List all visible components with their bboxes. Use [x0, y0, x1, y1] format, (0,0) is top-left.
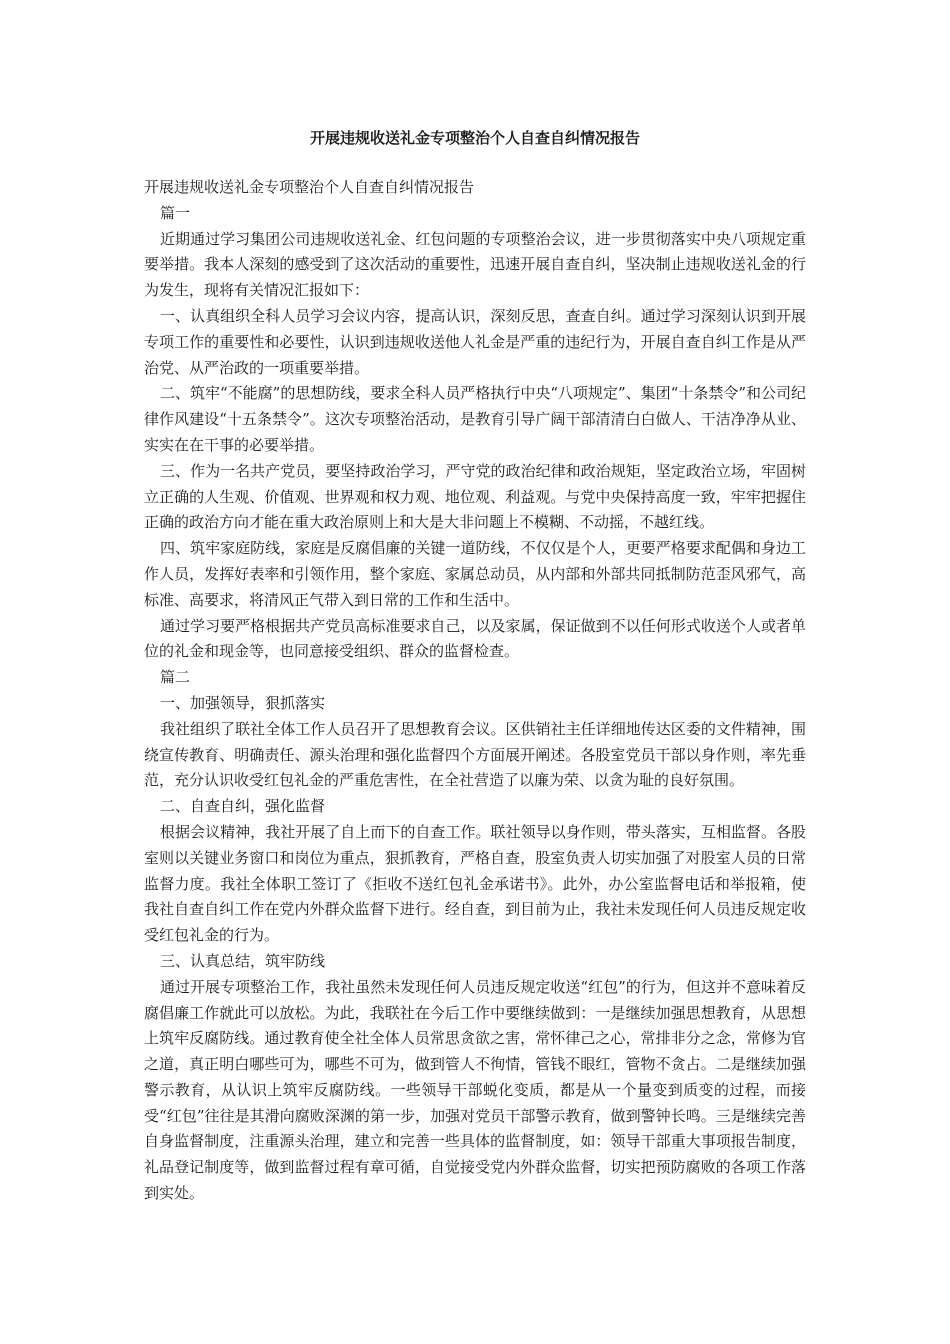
part-two-label: 篇二 [160, 668, 191, 687]
document-body [144, 175, 806, 1207]
part-one-closing: 通过学习要严格根据共产党员高标准要求自己，以及家属，保证做到不以任何形式收送个人或者单位的礼金和现金等，也同意接受组织、群众的监督检查。 [144, 616, 806, 661]
section-paragraph: 通过开展专项整治工作，我社虽然未发现任何人员违反规定收送“红包”的行为，但这并不意味着反腐倡廉工作就此可以放松。为此，我联社在今后工作中要继续做到：一是继续加强思想教育，从思想上筑牢反腐防线。通过教育使全社全体人员常思贪欲之害，常怀律己之心，常排非分之念，常修为官之道，真正明白哪些可为，哪些不可为，做到管人不徇情，管钱不眼红，管物不贪占。二是继续加强警示教育，从认识上筑牢反腐防线。一些领导干部蜕化变质，都是从一个量变到质变的过程，而接受“红包”往往是其滑向腐败深渊的第一步，加强对党员干部警示教育，做到警钟长鸣。三是继续完善自身监督制度，注重源头治理，建立和完善一些具体的监督制度，如：领导干部重大事项报告制度，礼品登记制度等，做到监督过程有章可循，自觉接受党内外群众监督，切实把预防腐败的各项工作落到实处。 [144, 977, 806, 1203]
part-one-item-1: 一、认真组织全科人员学习会议内容，提高认识，深刻反思，查查自纠。通过学习深刻认识到开展专项工作的重要性和必要性，认识到违规收送他人礼金是严重的违纪行为，开展自查自纠工作是从严治党、从严治政的一项重要举措。 [144, 306, 806, 377]
section-heading: 三、认真总结，筑牢防线 [160, 951, 326, 970]
part-one-item-3: 三、作为一名共产党员，要坚持政治学习，严守党的政治纪律和政治规矩，坚定政治立场，牢固树立正确的人生观、价值观、世界观和权力观、地位观、利益观。与党中央保持高度一致，牢牢把握住正确的政治方向才能在重大政治原则上和大是大非问题上不模糊、不动摇，不越红线。 [144, 461, 806, 532]
section-paragraph: 根据会议精神，我社开展了自上而下的自查工作。联社领导以身作则，带头落实，互相监督。各股室则以关键业务窗口和岗位为重点，狠抓教育，严格自查，股室负责人切实加强了对股室人员的日常监督力度。我社全体职工签订了《拒收不送红包礼金承诺书》。此外，办公室监督电话和举报箱，使我社自查自纠工作在党内外群众监督下进行。经自查，到目前为止，我社未发现任何人员违反规定收受红包礼金的行为。 [144, 822, 806, 945]
section-heading: 二、自查自纠，强化监督 [160, 797, 326, 816]
section-paragraph: 我社组织了联社全体工作人员召开了思想教育会议。区供销社主任详细地传达区委的文件精神，围绕宣传教育、明确责任、源头治理和强化监督四个方面展开阐述。各股室党员干部以身作则，率先垂范，充分认识收受红包礼金的严重危害性，在全社营造了以廉为荣、以贪为耻的良好氛围。 [144, 719, 806, 790]
part-one-item-2: 二、筑牢“不能腐”的思想防线，要求全科人员严格执行中央“八项规定”、集团“十条禁令”和公司纪律作风建设“十五条禁令”。这次专项整治活动，是教育引导广阔干部清清白白做人、干洁净净从业、实实在在干事的必要举措。 [144, 384, 807, 454]
part-one-intro: 近期通过学习集团公司违规收送礼金、红包问题的专项整治会议，进一步贯彻落实中央八项规定重要举措。我本人深刻的感受到了这次活动的重要性，迅速开展自查自纠，坚决制止违规收送礼金的行为发生，现将有关情况汇报如下： [144, 229, 806, 300]
part-one-item-4: 四、筑牢家庭防线，家庭是反腐倡廉的关键一道防线，不仅仅是个人，更要严格要求配偶和身边工作人员，发挥好表率和引领作用，整个家庭、家属总动员，从内部和外部共同抵制防范歪风邪气，高标准、高要求，将清风正气带入到日常的工作和生活中。 [144, 539, 806, 609]
document-subtitle: 开展违规收送礼金专项整治个人自查自纠情况报告 [144, 178, 475, 196]
document-title: 开展违规收送礼金专项整治个人自查自纠情况报告 [309, 129, 640, 147]
section-heading: 一、加强领导，狠抓落实 [160, 693, 326, 712]
part-one-label: 篇一 [160, 203, 191, 222]
